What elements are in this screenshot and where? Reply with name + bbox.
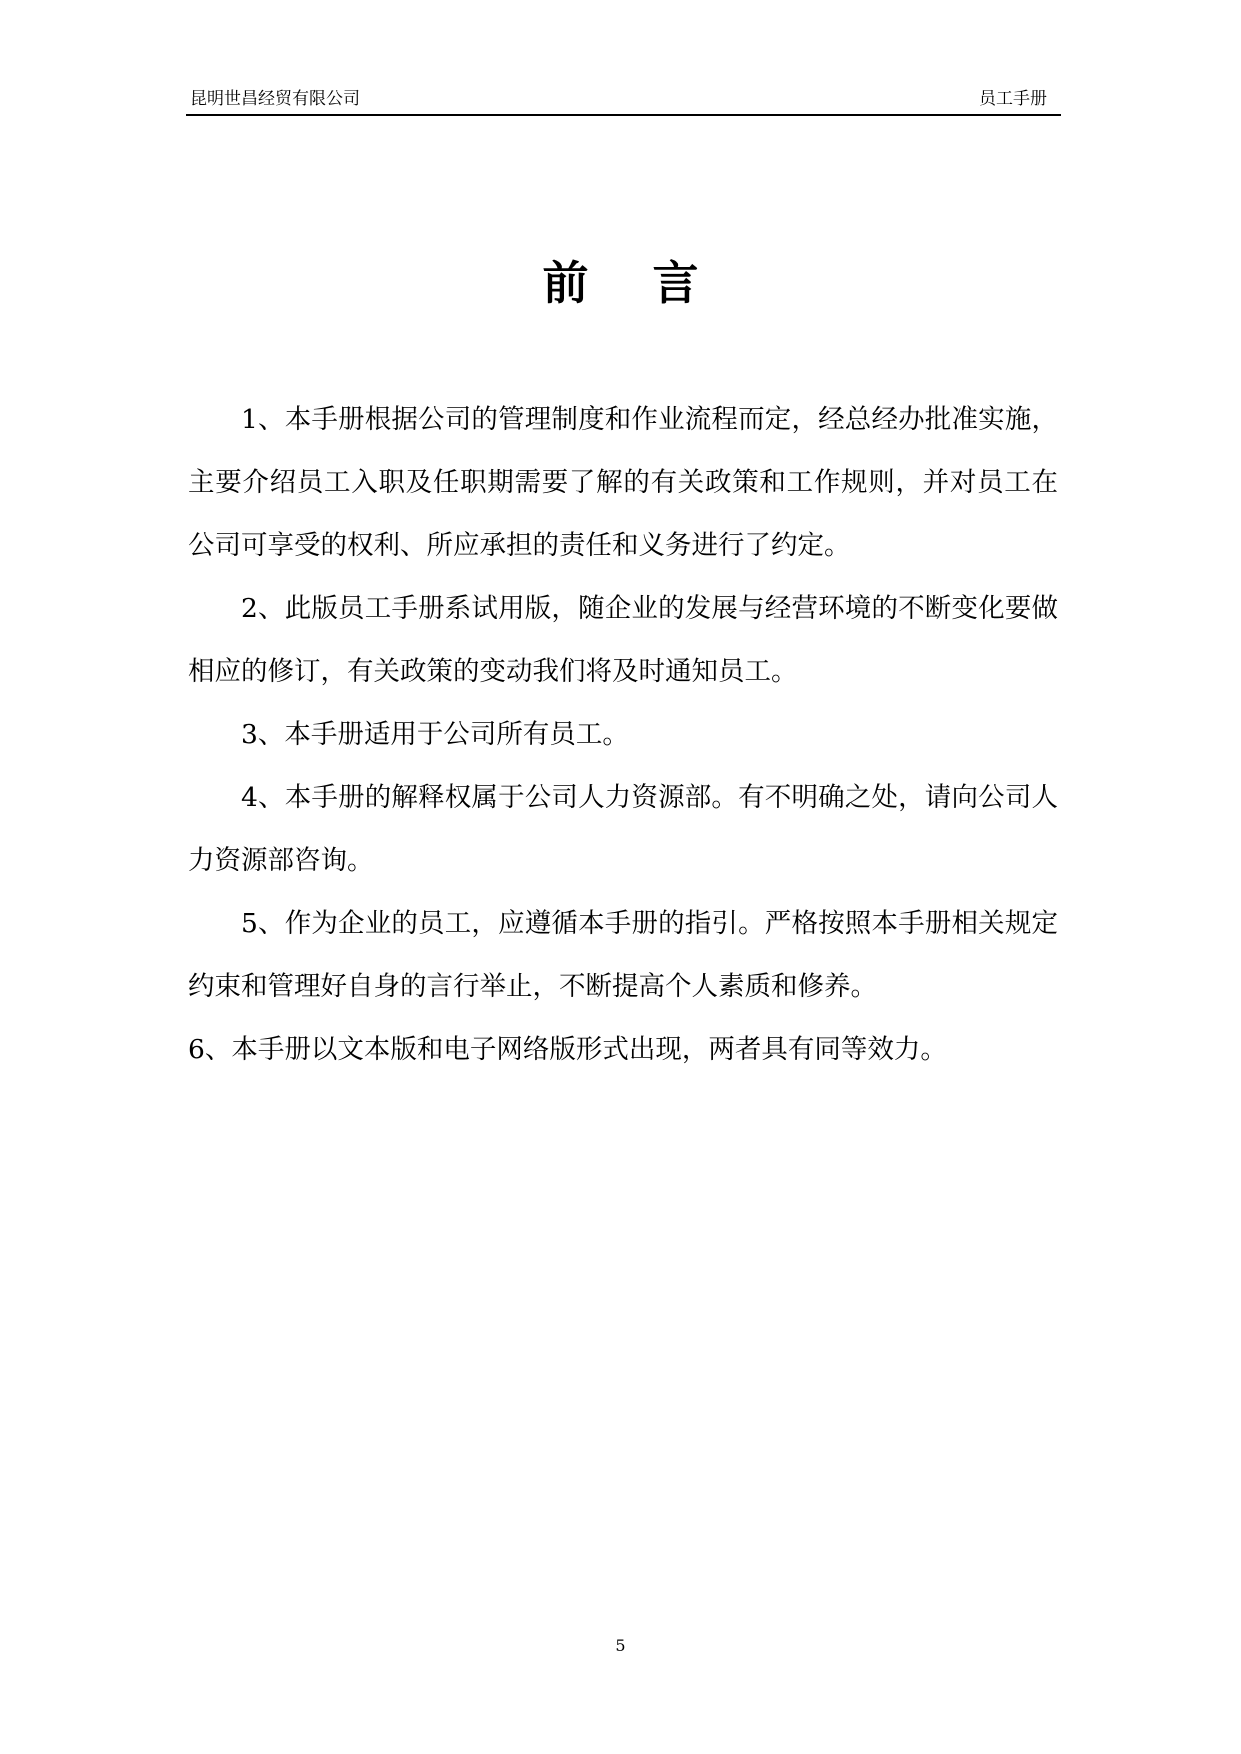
preface-paragraph-3: 3、本手册适用于公司所有员工。 xyxy=(241,719,629,750)
header-company-name: 昆明世昌经贸有限公司 xyxy=(190,89,360,109)
preface-paragraph-1: 1、本手册根据公司的管理制度和作业流程而定，经总经办批准实施，主要介绍员工入职及任职期需要了解的有关政策和工作规则，并对员工在公司可享受的权利、所应承担的责任和义务进行了约定。 xyxy=(188,404,1058,561)
header-document-name: 员工手册 xyxy=(979,89,1047,109)
preface-body xyxy=(188,388,1058,1081)
preface-paragraph-5: 5、作为企业的员工，应遵循本手册的指引。严格按照本手册相关规定约束和管理好自身的言行举止，不断提高个人素质和修养。 xyxy=(188,908,1058,1002)
page-title: 前 言 xyxy=(542,256,699,310)
preface-paragraph-4: 4、本手册的解释权属于公司人力资源部。有不明确之处，请向公司人力资源部咨询。 xyxy=(188,782,1058,876)
page-header xyxy=(186,88,1061,116)
page-number: 5 xyxy=(615,1636,626,1655)
preface-paragraph-2: 2、此版员工手册系试用版，随企业的发展与经营环境的不断变化要做相应的修订，有关政策的变动我们将及时通知员工。 xyxy=(188,593,1058,687)
preface-paragraph-6: 6、本手册以文本版和电子网络版形式出现，两者具有同等效力。 xyxy=(188,1034,947,1065)
